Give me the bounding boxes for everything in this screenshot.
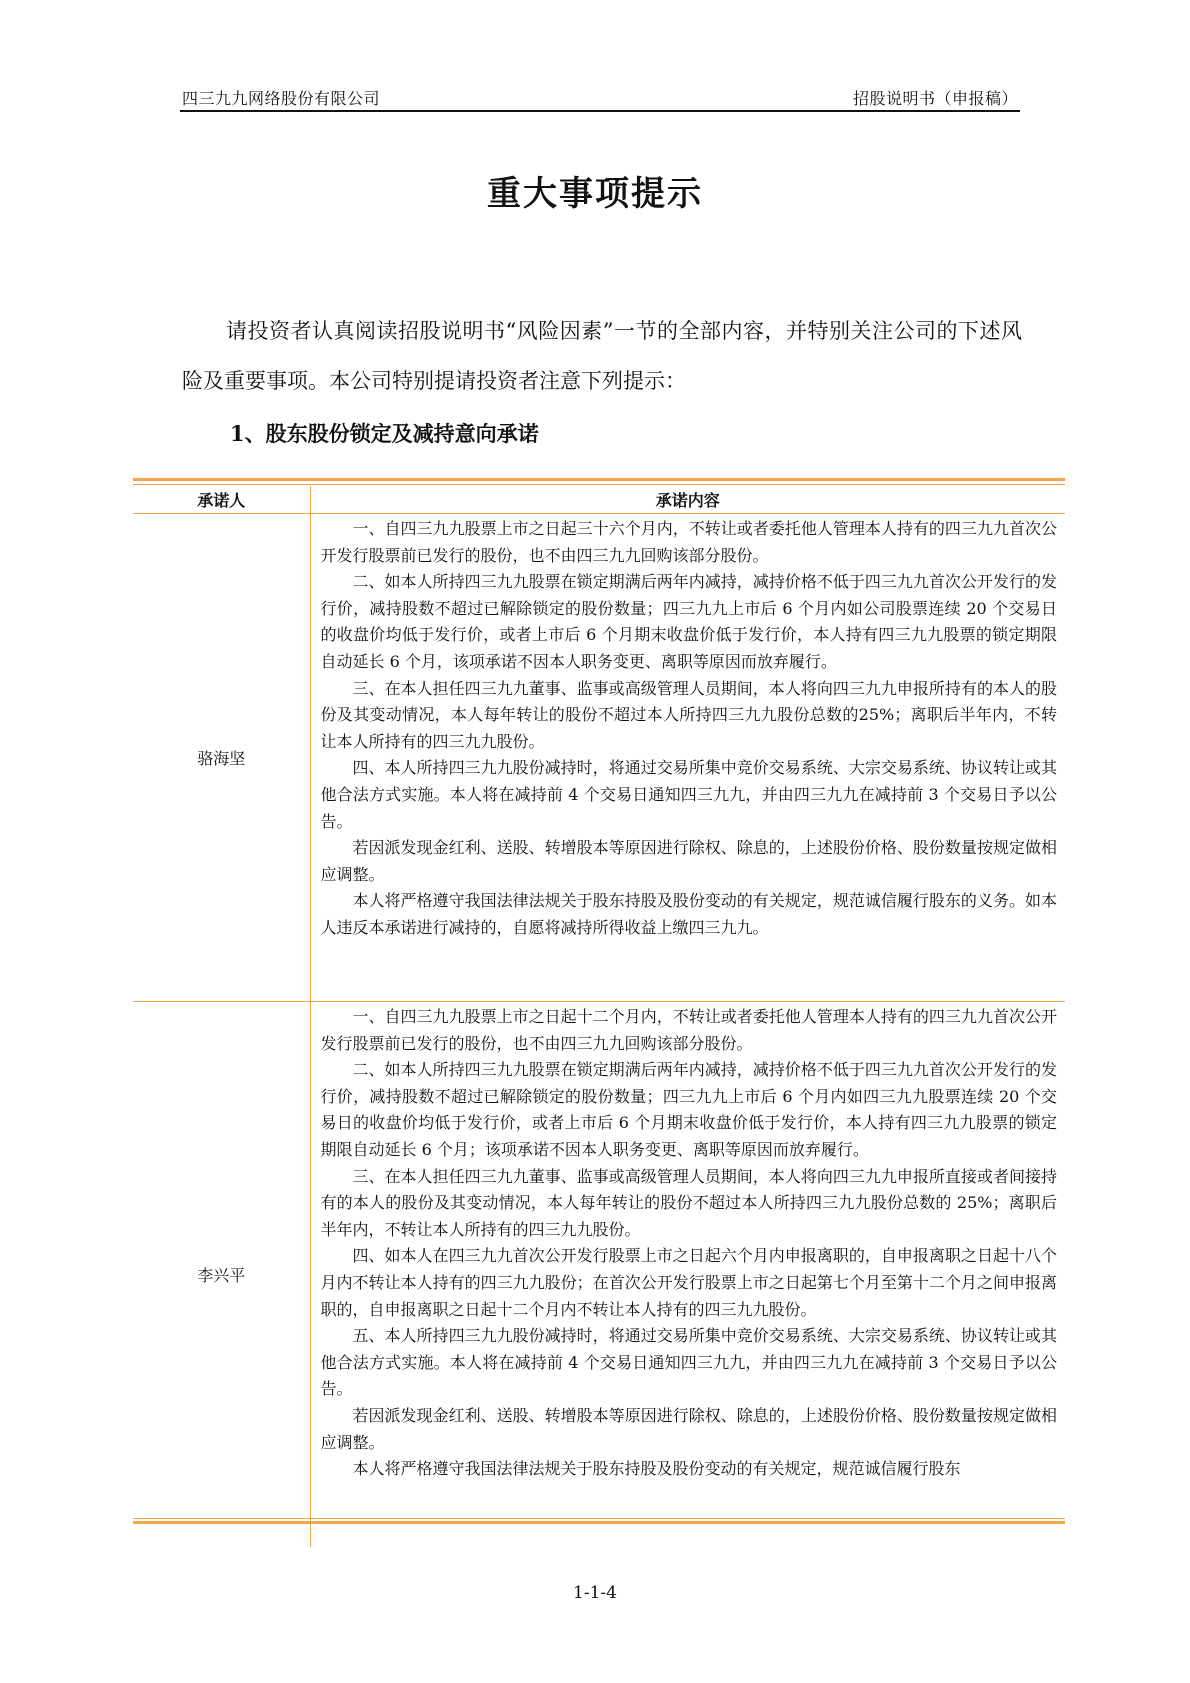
commitment-paragraph: 若因派发现金红利、送股、转增股本等原因进行除权、除息的，上述股份价格、股份数量按规定做相应调整。 — [320, 838, 1057, 884]
commitment-paragraph: 四、如本人在四三九九首次公开发行股票上市之日起六个月内申报离职的，自申报离职之日起十八个月内不转让本人持有的四三九九股份；在首次公开发行股票上市之日起第七个月至第十二个月之间申报离职的，自申报离职之日起十二个月内不转让本人持有的四三九九股份。 — [320, 1246, 1057, 1319]
table-bottom-rule-thin — [133, 1518, 1065, 1519]
commitment-paragraph: 二、如本人所持四三九九股票在锁定期满后两年内减持，减持价格不低于四三九九首次公开发行的发行价，减持股数不超过已解除锁定的股份数量；四三九九上市后 6 个月内如四三九九股票连续 20 个交易日的收盘价均低于发行价，或者上市后 6 个月期末收盘价低于发行价，本人持有四三九九股票的锁定期限自动延长 6 个月；该项承诺不因本人职务变更、离职等原因而放弃履行。 — [320, 1060, 1057, 1159]
commitment-table — [133, 486, 1065, 1547]
commitment-paragraph: 二、如本人所持四三九九股票在锁定期满后两年内减持，减持价格不低于四三九九首次公开发行的发行价，减持股数不超过已解除锁定的股份数量；四三九九上市后 6 个月内如公司股票连续 20 个交易日的收盘价均低于发行价，或者上市后 6 个月期末收盘价低于发行价，本人持有四三九九股票的锁定期限自动延长 6 个月，该项承诺不因本人职务变更、离职等原因而放弃履行。 — [320, 572, 1057, 671]
commitment-content — [310, 514, 1065, 1002]
commitment-paragraph: 一、自四三九九股票上市之日起三十六个月内，不转让或者委托他人管理本人持有的四三九九首次公开发行股票前已发行的股份，也不由四三九九回购该部分股份。 — [320, 519, 1057, 565]
table-row — [133, 1002, 1065, 1547]
commitment-paragraph: 一、自四三九九股票上市之日起十二个月内，不转让或者委托他人管理本人持有的四三九九首次公开发行股票前已发行的股份，也不由四三九九回购该部分股份。 — [320, 1007, 1057, 1053]
commitment-paragraph: 本人将严格遵守我国法律法规关于股东持股及股份变动的有关规定，规范诚信履行股东 — [352, 1459, 961, 1479]
commitment-paragraph: 三、在本人担任四三九九董事、监事或高级管理人员期间，本人将向四三九九申报所直接或者间接持有的本人的股份及其变动情况，本人每年转让的股份不超过本人所持四三九九股份总数的 25%；离职后半年内，不转让本人所持有的四三九九股份。 — [320, 1166, 1057, 1239]
table-top-rule-thin — [133, 484, 1065, 485]
header-company-name: 四三九九网络股份有限公司 — [182, 89, 381, 108]
column-header-promisor: 承诺人 — [133, 486, 310, 514]
commitment-paragraph: 三、在本人担任四三九九董事、监事或高级管理人员期间，本人将向四三九九申报所持有的本人的股份及其变动情况，本人每年转让的股份不超过本人所持四三九九股份总数的25%；离职后半年内，不转让本人所持有的四三九九股份。 — [320, 678, 1057, 751]
commitment-paragraph: 本人将严格遵守我国法律法规关于股东持股及股份变动的有关规定，规范诚信履行股东的义务。如本人违反本承诺进行减持的，自愿将减持所得收益上缴四三九九。 — [320, 891, 1057, 937]
commitment-content — [310, 1002, 1065, 1547]
promisor-name: 李兴平 — [133, 1002, 310, 1547]
commitment-paragraph: 四、本人所持四三九九股份减持时，将通过交易所集中竞价交易系统、大宗交易系统、协议转让或其他合法方式实施。本人将在减持前 4 个交易日通知四三九九，并由四三九九在减持前 3 个交易日予以公告。 — [320, 758, 1057, 831]
page-number: 1-1-4 — [573, 1583, 617, 1603]
page-title: 重大事项提示 — [487, 174, 703, 214]
table-top-rule — [133, 478, 1065, 481]
commitment-paragraph: 若因派发现金红利、送股、转增股本等原因进行除权、除息的，上述股份价格、股份数量按规定做相应调整。 — [320, 1405, 1057, 1452]
column-header-content: 承诺内容 — [310, 486, 1065, 514]
promisor-name: 骆海坚 — [133, 514, 310, 1002]
table-row — [133, 514, 1065, 1002]
table-header-row — [133, 486, 1065, 514]
header-divider — [180, 110, 1020, 112]
section-heading: 1、股东股份锁定及减持意向承诺 — [230, 421, 539, 446]
header-document-type: 招股说明书（申报稿） — [852, 89, 1018, 108]
intro-paragraph: 请投资者认真阅读招股说明书“风险因素”一节的全部内容，并特别关注公司的下述风险及重要事项。本公司特别提请投资者注意下列提示： — [182, 319, 1022, 393]
table-bottom-rule — [133, 1521, 1065, 1524]
commitment-paragraph: 五、本人所持四三九九股份减持时，将通过交易所集中竞价交易系统、大宗交易系统、协议转让或其他合法方式实施。本人将在减持前 4 个交易日通知四三九九，并由四三九九在减持前 3 个交易日予以公告。 — [320, 1326, 1057, 1399]
